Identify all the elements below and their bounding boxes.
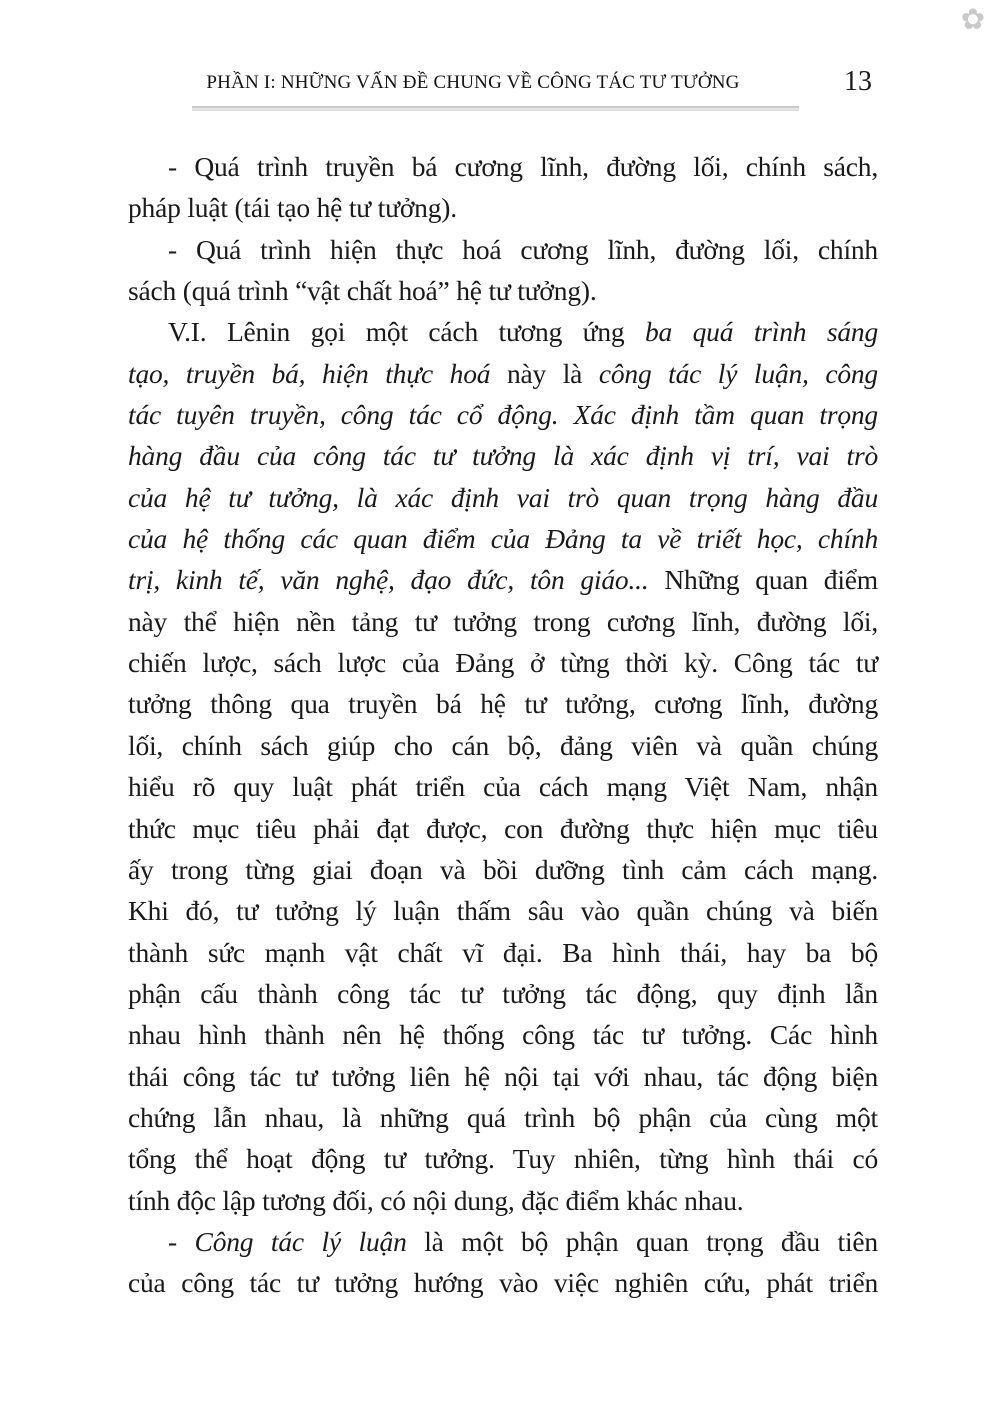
text-run: này thể hiện nền tảng tư tưởng trong cương lĩnh, đường lối, [128, 605, 878, 637]
text-run: thành sức mạnh vật chất vĩ đại. Ba hình thái, hay ba bộ [128, 936, 878, 968]
text-run: công tác lý luận, công [598, 357, 878, 389]
text-run: tổng thể hoạt động tư tưởng. Tuy nhiên, từng hình thái có [128, 1143, 878, 1175]
text-run: phận cấu thành công tác tư tưởng tác động, quy định lẫn [128, 977, 878, 1009]
text-run: Khi đó, tư tưởng lý luận thấm sâu vào quần chúng và biến [128, 895, 878, 927]
text-line [128, 725, 878, 766]
text-line [128, 311, 878, 352]
text-run: pháp luật (tái tạo hệ tư tưởng). [128, 192, 457, 224]
text-run: Công tác lý luận [194, 1225, 407, 1257]
text-line [128, 146, 878, 187]
text-run: tưởng thông qua truyền bá hệ tư tưởng, cương lĩnh, đường [128, 688, 878, 720]
text-line [128, 601, 878, 642]
text-line [128, 1221, 878, 1262]
text-line [128, 1097, 878, 1138]
text-line [128, 973, 878, 1014]
text-run: thức mục tiêu phải đạt được, con đường thực hiện mục tiêu [128, 812, 878, 844]
text-line [128, 849, 878, 890]
text-run: - [168, 1225, 195, 1257]
text-line [128, 229, 878, 270]
text-line [128, 1138, 878, 1179]
text-line [128, 270, 878, 311]
text-line [128, 559, 878, 600]
text-line [128, 890, 878, 931]
page-number: 13 [844, 66, 872, 97]
running-header [128, 66, 878, 104]
text-run: tác tuyên truyền, công tác cổ động. Xác định tầm quan trọng [128, 399, 878, 431]
text-run: của hệ tư tưởng, là xác định vai trò quan trọng hàng đầu [128, 481, 878, 513]
header-title: PHẦN I: NHỮNG VẤN ĐỀ CHUNG VỀ CÔNG TÁC TƯ TƯỞNG [206, 72, 740, 93]
text-line [128, 518, 878, 559]
text-run: là một bộ phận quan trọng đầu tiên [406, 1225, 878, 1257]
text-line [128, 683, 878, 724]
text-run: hiểu rõ quy luật phát triển của cách mạng Việt Nam, nhận [128, 771, 878, 803]
text-run: tính độc lập tương đối, có nội dung, đặc điểm khác nhau. [128, 1184, 744, 1216]
text-run: - Quá trình truyền bá cương lĩnh, đường lối, chính sách, [168, 151, 878, 182]
text-line [128, 808, 878, 849]
text-run: này là [506, 357, 599, 389]
text-line [128, 435, 878, 476]
text-run: - Quá trình hiện thực hoá cương lĩnh, đường lối, chính [168, 233, 878, 265]
text-line [128, 766, 878, 807]
body-text [128, 146, 878, 1304]
text-run: chiến lược, sách lược của Đảng ở từng thời kỳ. Công tác tư [128, 647, 878, 679]
text-line [128, 394, 878, 435]
text-run: lối, chính sách giúp cho cán bộ, đảng viên và quần chúng [128, 729, 878, 761]
text-line [128, 1014, 878, 1055]
text-run: V.I. Lênin gọi một cách tương ứng [168, 316, 645, 348]
text-run: ba quá trình sáng [645, 316, 878, 348]
text-run: của hệ thống các quan điểm của Đảng ta về triết học, chính [128, 523, 878, 555]
text-run: thái công tác tư tưởng liên hệ nội tại với nhau, tác động biện [128, 1060, 878, 1092]
flower-icon: ✿ [960, 2, 985, 36]
text-line [128, 1262, 878, 1303]
text-line [128, 1056, 878, 1097]
text-run: Những quan điểm [664, 564, 878, 596]
text-run: ấy trong từng giai đoạn và bồi dưỡng tình cảm cách mạng. [128, 853, 878, 885]
text-line [128, 187, 878, 228]
text-line [128, 353, 878, 394]
text-run: của công tác tư tưởng hướng vào việc nghiên cứu, phát triển [128, 1267, 878, 1299]
text-run: sách (quá trình “vật chất hoá” hệ tư tưởng). [128, 275, 597, 307]
text-run: nhau hình thành nên hệ thống công tác tư tưởng. Các hình [128, 1019, 878, 1051]
text-run: hàng đầu của công tác tư tưởng là xác định vị trí, vai trò [128, 440, 878, 472]
text-run: chứng lẫn nhau, là những quá trình bộ phận của cùng một [128, 1101, 878, 1133]
text-line [128, 477, 878, 518]
header-rule [192, 106, 799, 111]
text-line [128, 932, 878, 973]
text-run: trị, kinh tế, văn nghệ, đạo đức, tôn giáo... [128, 564, 665, 596]
text-line [128, 1180, 878, 1221]
text-run: tạo, truyền bá, hiện thực hoá [128, 357, 507, 389]
text-line [128, 642, 878, 683]
